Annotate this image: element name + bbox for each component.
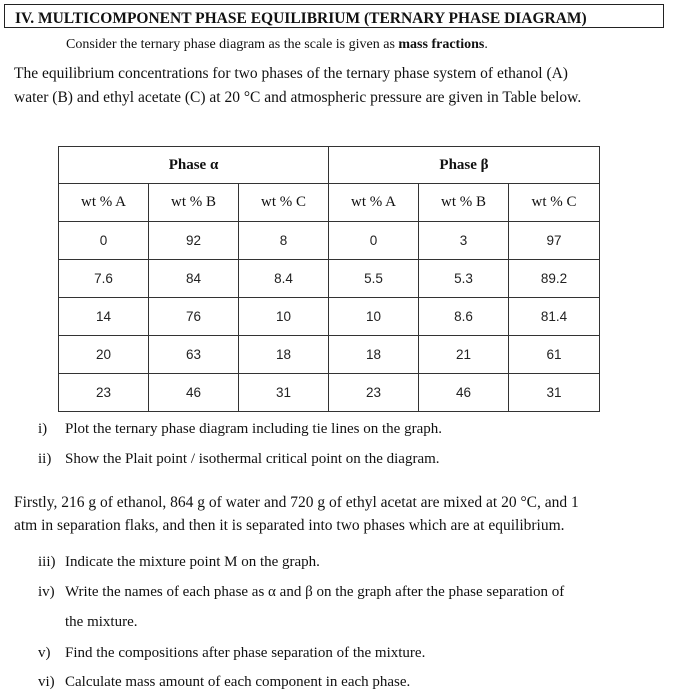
question-number: i) [38, 421, 48, 437]
question-number: vi) [38, 674, 55, 690]
table-cell: 18 [329, 336, 419, 374]
table-cell: 7.6 [59, 260, 149, 298]
table-cell: 18 [239, 336, 329, 374]
table-row [59, 298, 600, 336]
column-header: wt % B [149, 184, 239, 222]
table-cell: 76 [149, 298, 239, 336]
question-text: Find the compositions after phase separation of the mixture. [65, 645, 426, 661]
table-row [59, 222, 600, 260]
table-row [59, 260, 600, 298]
column-header: wt % A [329, 184, 419, 222]
question-number: v) [38, 645, 51, 661]
question-text: Calculate mass amount of each component in each phase. [65, 674, 411, 690]
table-cell: 8 [239, 222, 329, 260]
table-cell: 5.3 [419, 260, 509, 298]
question-number: iv) [38, 584, 55, 600]
table-row [59, 336, 600, 374]
table-cell: 46 [419, 374, 509, 412]
table-cell: 21 [419, 336, 509, 374]
table-cell: 3 [419, 222, 509, 260]
table-cell: 10 [329, 298, 419, 336]
table-cell: 46 [149, 374, 239, 412]
table-cell: 0 [329, 222, 419, 260]
question-text: Write the names of each phase as α and β on the graph after the phase separation of [65, 584, 565, 600]
equilibrium-table [58, 146, 600, 412]
intro-emphasis: mass fractions [398, 37, 485, 52]
table-cell: 89.2 [509, 260, 600, 298]
section-title-box [4, 4, 664, 28]
section-title: IV. MULTICOMPONENT PHASE EQUILIBRIUM (TERNARY PHASE DIAGRAM) [15, 10, 587, 27]
table-cell: 14 [59, 298, 149, 336]
table-cell: 31 [509, 374, 600, 412]
column-header: wt % C [509, 184, 600, 222]
table-cell: 0 [59, 222, 149, 260]
table-cell: 97 [509, 222, 600, 260]
table-cell: 63 [149, 336, 239, 374]
column-header: wt % C [239, 184, 329, 222]
table-cell: 23 [329, 374, 419, 412]
table-cell: 81.4 [509, 298, 600, 336]
paragraph1-line1: The equilibrium concentrations for two phases of the ternary phase system of ethanol (A) [14, 65, 568, 82]
table-cell: 8.6 [419, 298, 509, 336]
phase-beta-header: Phase β [329, 147, 600, 184]
table-cell: 10 [239, 298, 329, 336]
question-number: iii) [38, 554, 56, 570]
table-cell: 20 [59, 336, 149, 374]
question-number: ii) [38, 451, 52, 467]
column-header: wt % B [419, 184, 509, 222]
question-text: Show the Plait point / isothermal critical point on the diagram. [65, 451, 440, 467]
question-text: the mixture. [65, 614, 138, 630]
table-cell: 92 [149, 222, 239, 260]
intro-prefix: Consider the ternary phase diagram as the scale is given as [66, 37, 399, 52]
question-text: Indicate the mixture point M on the graph. [65, 554, 320, 570]
intro-suffix: . [484, 37, 488, 52]
table-cell: 31 [239, 374, 329, 412]
intro-line [66, 37, 488, 53]
table-cell: 84 [149, 260, 239, 298]
table-cell: 8.4 [239, 260, 329, 298]
table-cell: 61 [509, 336, 600, 374]
table-cell: 23 [59, 374, 149, 412]
paragraph1-line2: water (B) and ethyl acetate (C) at 20 °C and atmospheric pressure are given in Table below. [14, 89, 582, 106]
phase-alpha-header: Phase α [59, 147, 329, 184]
paragraph2-line2: atm in separation flaks, and then it is separated into two phases which are at equilibrium. [14, 517, 565, 534]
table-row [59, 374, 600, 412]
table-cell: 5.5 [329, 260, 419, 298]
question-text: Plot the ternary phase diagram including tie lines on the graph. [65, 421, 442, 437]
paragraph2-line1: Firstly, 216 g of ethanol, 864 g of water and 720 g of ethyl acetat are mixed at 20 °C, and 1 [14, 494, 579, 511]
column-header: wt % A [59, 184, 149, 222]
